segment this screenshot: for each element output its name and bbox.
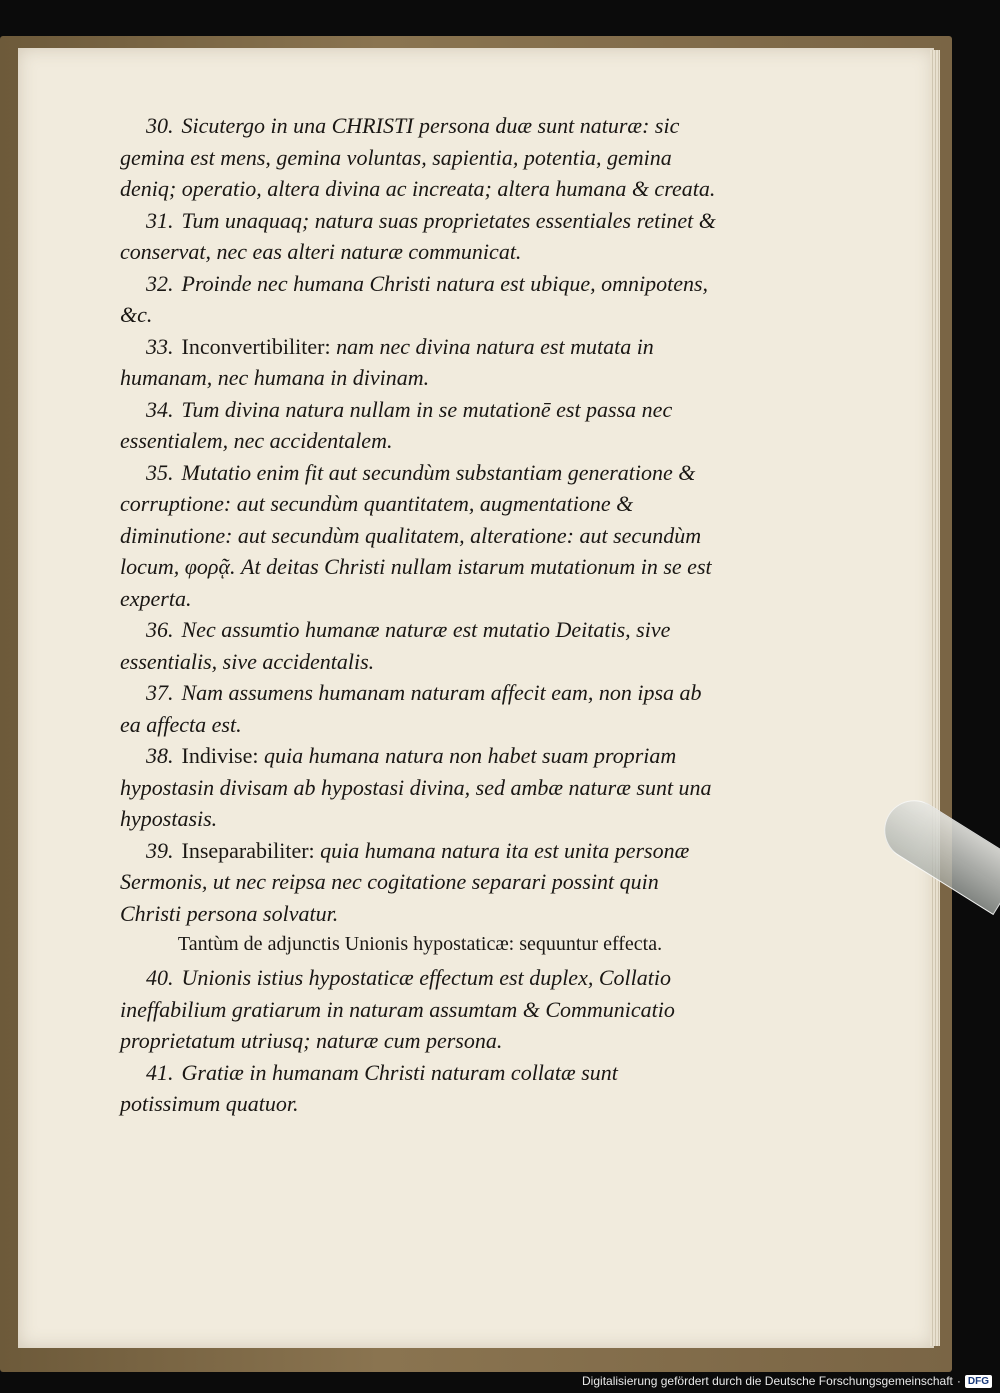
paragraph-31: 31. Tum unaquaq; natura suas proprietates essentiales retinet & conservat, nec eas alteri naturæ communicat. [120, 207, 716, 264]
paragraph-39: 39. Inseparabiliter: quia humana natura ita est unita personæ Sermonis, ut nec reipsa nec cogitatione separari possint quin Christi persona solvatur. [120, 837, 690, 926]
footer-separator: · [956, 1374, 961, 1388]
lead-term: Inconvertibiliter: [181, 333, 331, 359]
section-heading: Tantùm de adjunctis Unionis hypostaticæ: sequuntur effecta. [177, 933, 663, 955]
paragraph-38: 38. Indivise: quia humana natura non habet suam propriam hypostasin divisam ab hypostasi divina, sed ambæ naturæ sunt una hypostasis. [120, 743, 712, 831]
paragraph-37: 37. Nam assumens humanam naturam affecit eam, non ipsa ab ea affecta est. [120, 680, 702, 737]
paragraph-30: 30. Sicutergo in una CHRISTI persona duæ sunt naturæ: sic gemina est mens, gemina voluntas, sapientia, potentia, gemina deniq; operatio, altera divina ac increata; altera humana & creata. [120, 113, 716, 201]
page-edge [930, 50, 940, 1346]
paragraph-40: 40. Unionis istius hypostaticæ effectum est duplex, Collatio ineffabilium gratiarum in naturam assumtam & Communicatio proprietatum utriusq; naturæ cum persona. [120, 965, 675, 1053]
lead-term: Indivise: [181, 743, 259, 768]
page-text [120, 110, 720, 1120]
paragraph-34: 34. Tum divina natura nullam in se mutationē est passa nec essentialem, nec accidentalem. [120, 396, 673, 453]
paragraph-41: 41. Gratiæ in humanam Christi naturam collatæ sunt potissimum quatuor. [120, 1059, 618, 1116]
paragraph-33: 33. Inconvertibiliter: nam nec divina natura est mutata in humanam, nec humana in divinam. [120, 333, 654, 390]
paragraph-35: 35. Mutatio enim fit aut secundùm substantiam generatione & corruptione: aut secundùm quantitatem, augmentatione & diminutione: aut secundùm qualitatem, alteratione: aut secundùm locum, φορᾷ. At deitas Christi nullam istarum mutationum in se est experta. [120, 459, 712, 611]
footer [582, 1371, 992, 1391]
dfg-logo: DFG [965, 1375, 992, 1388]
paragraph-32: 32. Proinde nec humana Christi natura est ubique, omnipotens, &c. [120, 270, 709, 327]
lead-term: Inseparabiliter: [181, 837, 315, 863]
footer-text: Digitalisierung gefördert durch die Deutsche Forschungsgemeinschaft [582, 1374, 953, 1388]
paragraph-36: 36. Nec assumtio humanæ naturæ est mutatio Deitatis, sive essentialis, sive accidentalis. [120, 617, 671, 674]
